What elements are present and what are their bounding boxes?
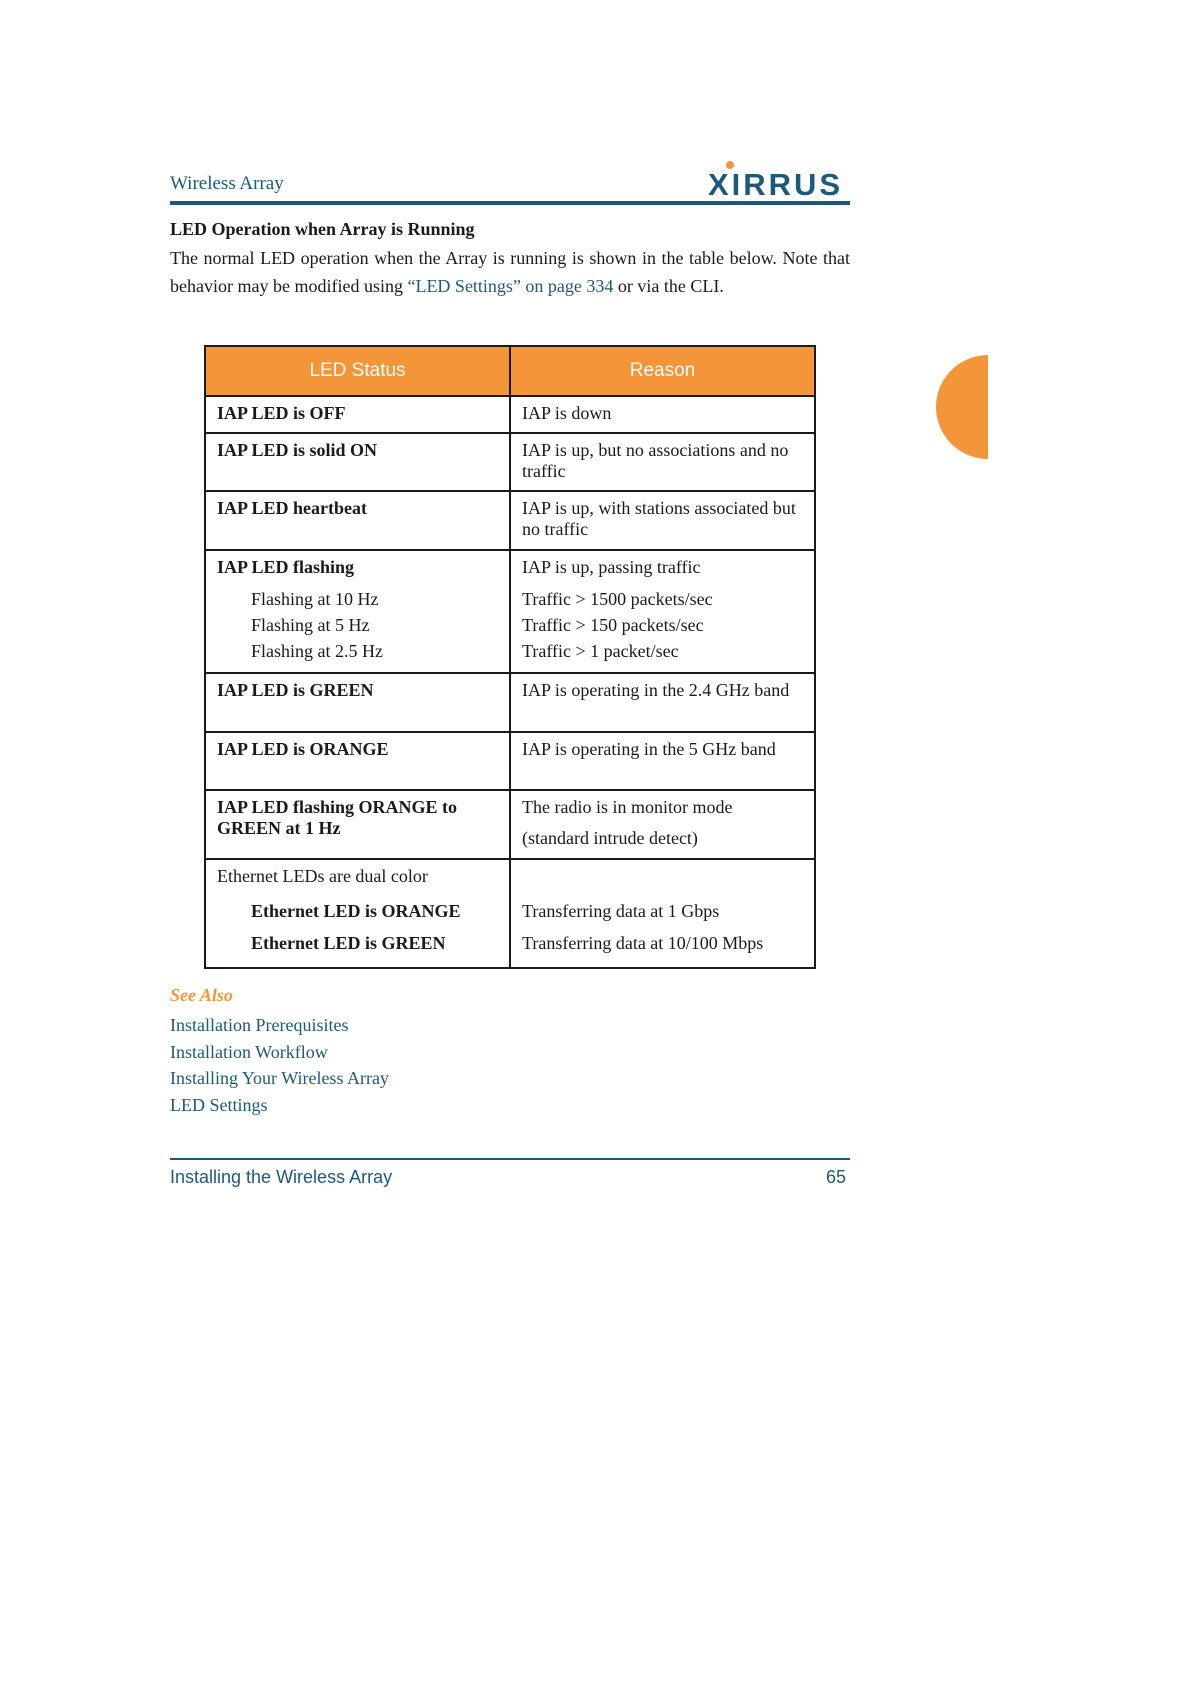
reason-text: IAP is operating in the 2.4 GHz band: [522, 680, 790, 700]
sub-reason: Transferring data at 1 Gbps: [522, 901, 720, 921]
status-text: Ethernet LEDs are dual color: [217, 866, 428, 886]
table-row: [205, 433, 815, 491]
led-settings-link[interactable]: “LED Settings” on page 334: [407, 276, 614, 296]
reason-text: IAP is up, with stations associated but no traffic: [522, 498, 796, 539]
footer-rule: [170, 1158, 850, 1160]
status-text: IAP LED is OFF: [217, 403, 346, 423]
see-also-list: [170, 1012, 389, 1118]
status-text: IAP LED is GREEN: [217, 680, 374, 700]
status-text: IAP LED flashing: [217, 557, 355, 577]
side-tab: [936, 355, 988, 459]
intro-paragraph: [170, 244, 850, 300]
reason-cell: [510, 673, 815, 732]
sub-status-list: [217, 895, 499, 959]
table-row: [205, 550, 815, 673]
status-cell: [205, 673, 510, 732]
reason-cell: [510, 859, 815, 968]
status-cell: [205, 491, 510, 550]
status-text: IAP LED is solid ON: [217, 440, 378, 460]
sub-reason-list: [522, 586, 804, 664]
status-cell: [205, 550, 510, 673]
reason-cell: [510, 790, 815, 859]
see-also-link-installation-prerequisites[interactable]: Installation Prerequisites: [170, 1015, 349, 1035]
status-text: IAP LED is ORANGE: [217, 739, 389, 759]
header-led-status: LED Status: [205, 346, 510, 396]
reason-text: The radio is in monitor mode: [522, 797, 733, 817]
table-row: [205, 790, 815, 859]
table-row: [205, 673, 815, 732]
see-also-link-installing-your-wireless-array[interactable]: Installing Your Wireless Array: [170, 1068, 389, 1088]
sub-reason: Transferring data at 10/100 Mbps: [522, 933, 764, 953]
xirrus-logo: [708, 160, 848, 200]
table-row: [205, 732, 815, 790]
reason-cell: [510, 491, 815, 550]
intro-text-start: The normal LED operation when the Array is running is shown in the table below. Note that behavior may be modified using: [170, 248, 850, 296]
reason-cell: [510, 396, 815, 433]
sub-status: Ethernet LED is ORANGE: [251, 901, 461, 921]
status-cell: [205, 790, 510, 859]
see-also-heading: See Also: [170, 985, 233, 1005]
svg-text:XIRRUS: XIRRUS: [708, 167, 840, 200]
reason-cell: [510, 550, 815, 673]
table-row: [205, 859, 815, 968]
footer-chapter-title: Installing the Wireless Array: [170, 1167, 393, 1187]
header-title: Wireless Array: [170, 173, 284, 194]
reason-extra: (standard intrude detect): [522, 828, 698, 848]
footer-page-number: 65: [825, 1167, 846, 1187]
intro-text-end: or via the CLI.: [613, 276, 724, 296]
reason-text: IAP is operating in the 5 GHz band: [522, 739, 776, 759]
status-text: IAP LED flashing ORANGE to GREEN at 1 Hz: [217, 797, 458, 838]
reason-text: IAP is up, passing traffic: [522, 557, 701, 577]
sub-status: Ethernet LED is GREEN: [251, 933, 446, 953]
header-rule: [170, 201, 850, 205]
section-heading: LED Operation when Array is Running: [170, 219, 475, 239]
sub-status: Flashing at 2.5 Hz: [251, 641, 383, 661]
led-status-table: [204, 345, 816, 969]
sub-reason-list: [522, 895, 804, 959]
sub-reason: Traffic > 1500 packets/sec: [522, 589, 713, 609]
reason-cell: [510, 433, 815, 491]
reason-text: IAP is up, but no associations and no traffic: [522, 440, 789, 481]
see-also-link-installation-workflow[interactable]: Installation Workflow: [170, 1041, 328, 1062]
status-text: IAP LED heartbeat: [217, 498, 367, 518]
sub-status-list: [217, 586, 499, 664]
status-cell: [205, 396, 510, 433]
table-row: [205, 491, 815, 550]
status-cell: [205, 433, 510, 491]
status-cell: [205, 859, 510, 968]
sub-reason: Traffic > 1 packet/sec: [522, 641, 679, 661]
reason-spacer: [522, 866, 804, 887]
status-cell: [205, 732, 510, 790]
sub-status: Flashing at 5 Hz: [251, 615, 370, 635]
sub-reason: Traffic > 150 packets/sec: [522, 615, 704, 635]
reason-cell: [510, 732, 815, 790]
table-row: [205, 396, 815, 433]
reason-text: IAP is down: [522, 403, 612, 423]
header-reason: Reason: [510, 346, 815, 396]
table-header-row: [205, 346, 815, 396]
sub-status: Flashing at 10 Hz: [251, 589, 379, 609]
see-also-link-led-settings[interactable]: LED Settings: [170, 1094, 268, 1115]
